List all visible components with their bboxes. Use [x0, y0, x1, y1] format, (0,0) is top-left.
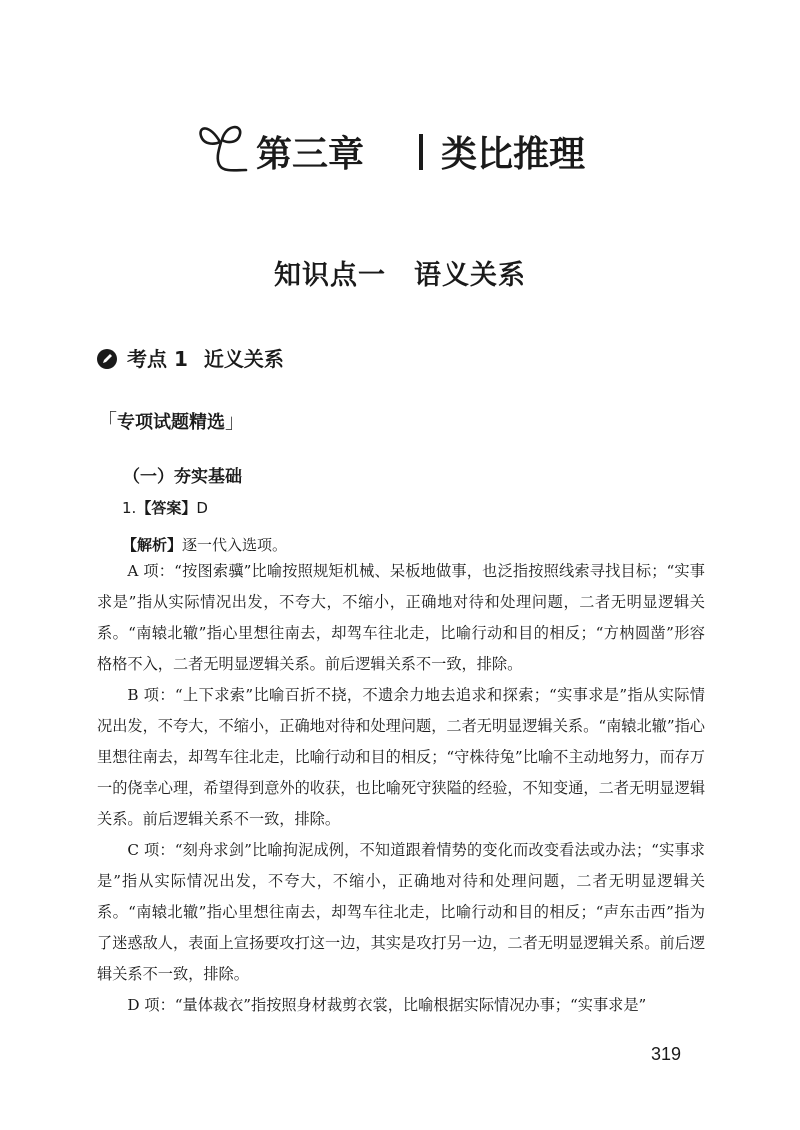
exam-point-title: 近义关系 [203, 347, 284, 371]
analysis-text: 逐一代入选项。 [182, 536, 288, 554]
page-number: 319 [651, 1044, 682, 1064]
practice-heading [97, 405, 245, 434]
question-number: 1. [122, 499, 137, 517]
option-a-paragraph: A 项：“按图索骥”比喻按照规矩机械、呆板地做事，也泛指按照线索寻找目标；“实事求是”指从实际情况出发，不夸大，不缩小，正确地对待和处理问题，二者无明显逻辑关系。“南辕北辙”指心里想往南去，却驾车往北走，比喻行动和目的相反；“方枘圆凿”形容格格不入，二者无明显逻辑关系。前后逻辑关系不一致，排除。 [97, 562, 705, 673]
exam-point-heading [97, 343, 284, 372]
chapter-divider [419, 134, 423, 170]
option-c-paragraph: C 项：“刻舟求剑”比喻拘泥成例，不知道跟着情势的变化而改变看法或办法；“实事求是”指从实际情况出发，不夸大，不缩小，正确地对待和处理问题，二者无明显逻辑关系。“南辕北辙”指心里想往南去，却驾车往北走，比喻行动和目的相反；“声东击西”指为了迷惑敌人，表面上宣扬要攻打这一边，其实是攻打另一边，二者无明显逻辑关系。前后逻辑关系不一致，排除。 [97, 841, 705, 983]
exam-point-label: 考点 1 [127, 347, 188, 371]
section-title [0, 253, 800, 292]
option-b-paragraph: B 项：“上下求索”比喻百折不挠，不遗余力地去追求和探索；“实事求是”指从实际情况出发，不夸大，不缩小，正确地对待和处理问题，二者无明显逻辑关系。“南辕北辙”指心里想往南去，却驾车往北走，比喻行动和目的相反；“守株待兔”比喻不主动地努力，而存万一的侥幸心理，希望得到意外的收获，也比喻死守狭隘的经验，不知变通，二者无明显逻辑关系。前后逻辑关系不一致，排除。 [97, 686, 705, 828]
analysis-line [122, 534, 287, 555]
answer-value: D [196, 499, 208, 517]
subsection-title: （一）夯实基础 [123, 467, 242, 487]
bracket-open: 「 [97, 409, 117, 433]
practice-title: 专项试题精选 [117, 412, 225, 433]
sprout-icon [196, 120, 248, 176]
section-label: 知识点一 [274, 260, 386, 291]
pencil-badge-icon [97, 349, 117, 369]
chapter-number: 第三章 [256, 134, 365, 175]
bracket-close: 」 [225, 409, 245, 433]
answer-tag: 【答案】 [136, 499, 197, 517]
answer-line [122, 497, 208, 518]
analysis-tag: 【解析】 [122, 536, 183, 554]
option-d-paragraph: D 项：“量体裁衣”指按照身材裁剪衣裳，比喻根据实际情况办事；“实事求是” [127, 996, 647, 1014]
section-name: 语义关系 [414, 260, 526, 291]
chapter-title: 类比推理 [441, 134, 586, 175]
